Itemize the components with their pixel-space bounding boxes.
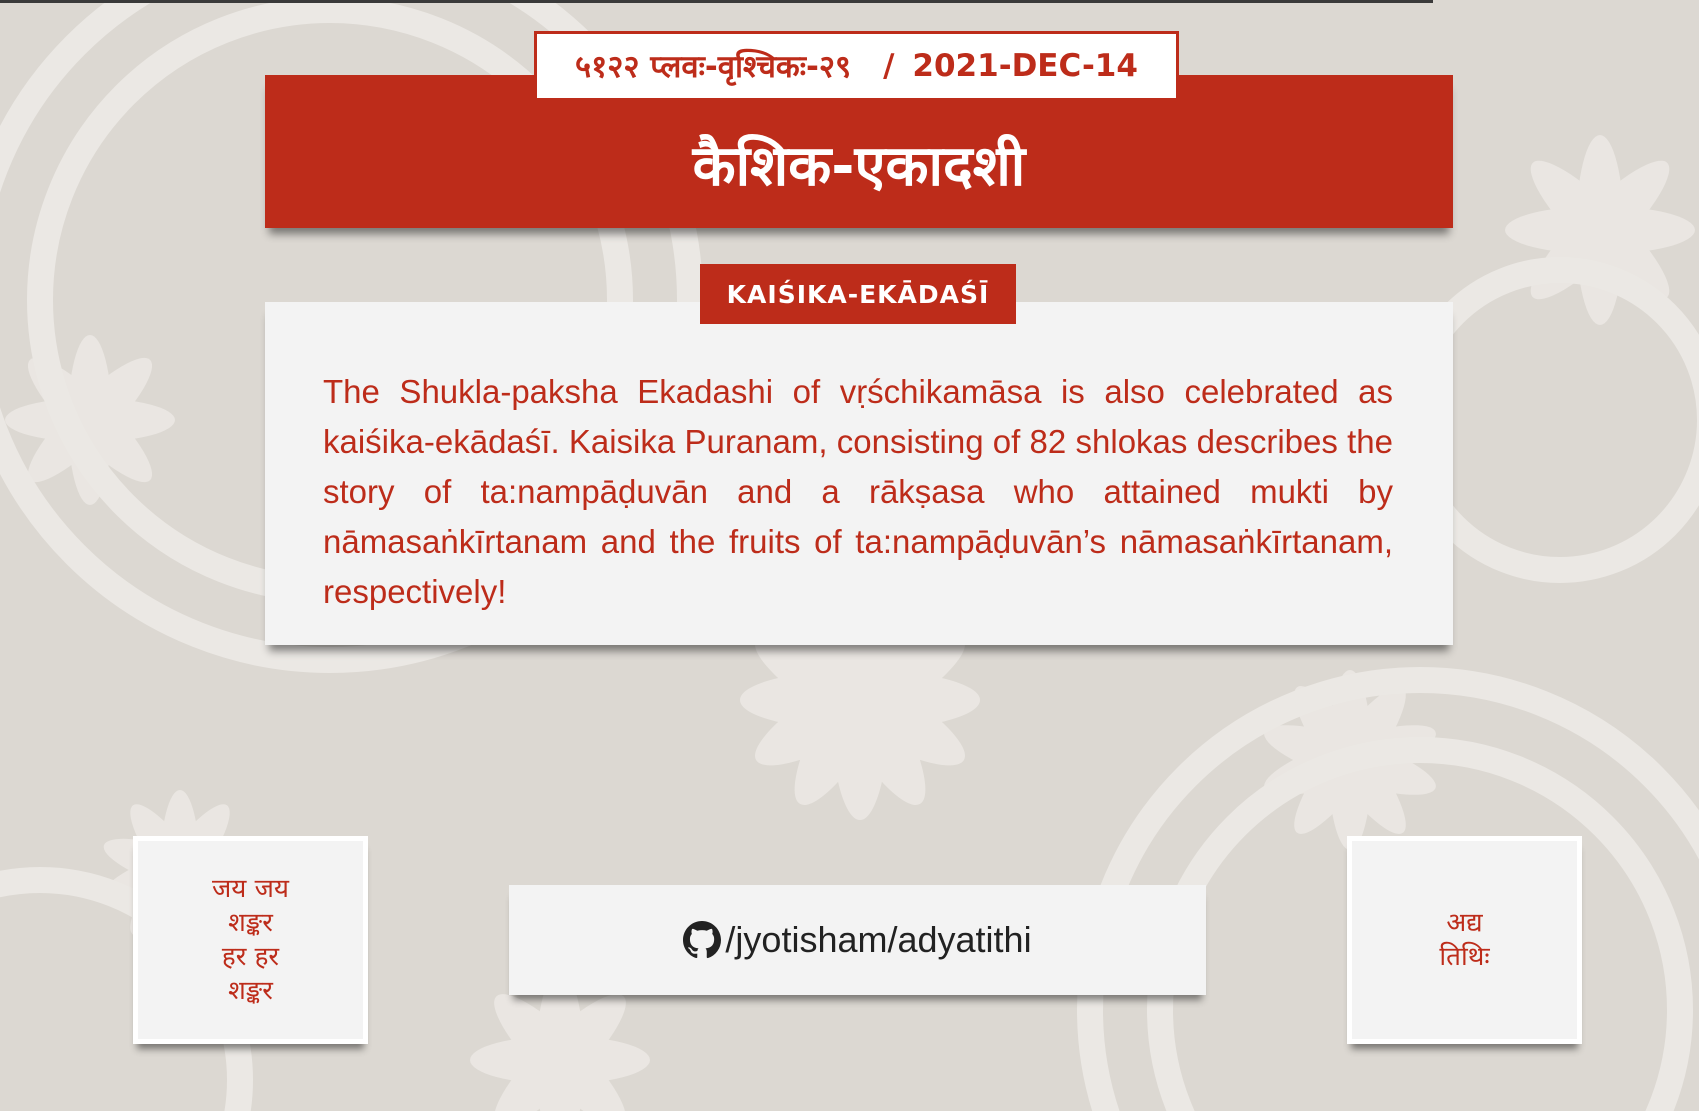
blessing-line: शङ्कर (228, 908, 273, 938)
blessing-line: हर हर (221, 942, 280, 972)
github-icon (683, 921, 721, 959)
right-tithi-card (1347, 836, 1582, 1044)
date-devanagari: ५१२२ प्लवः-वृश्चिकः-२९ (575, 49, 852, 85)
tithi-line: अद्य (1446, 908, 1483, 938)
date-tag (534, 31, 1179, 101)
date-separator: / (883, 48, 895, 84)
blessing-line: जय जय (211, 874, 289, 904)
blessing-line: शङ्कर (228, 976, 273, 1006)
description-label: KAIŚIKA-EKĀDAŚĪ (700, 264, 1016, 324)
page-title: कैशिक-एकादशी (692, 134, 1026, 199)
tithi-line: तिथिः (1439, 942, 1490, 972)
description-text: The Shukla-paksha Ekadashi of vṛśchikamāsa is also celebrated as kaiśika-ekādaśī. Kaisika Puranam, consisting of 82 shlokas describes the story of ta:nampāḍuvān and a rākṣasa who attained mukti by nāmasaṅkīrtanam and the fruits of ta:nampāḍuvān’s nāmasaṅkīrtanam, respectively! (323, 373, 1393, 610)
date-gregorian: 2021-DEC-14 (912, 48, 1138, 84)
left-blessing-card (133, 836, 368, 1044)
repo-path: /jyotisham/adyatithi (725, 919, 1032, 960)
top-rule (0, 0, 1433, 3)
github-repo-link[interactable] (509, 885, 1206, 995)
